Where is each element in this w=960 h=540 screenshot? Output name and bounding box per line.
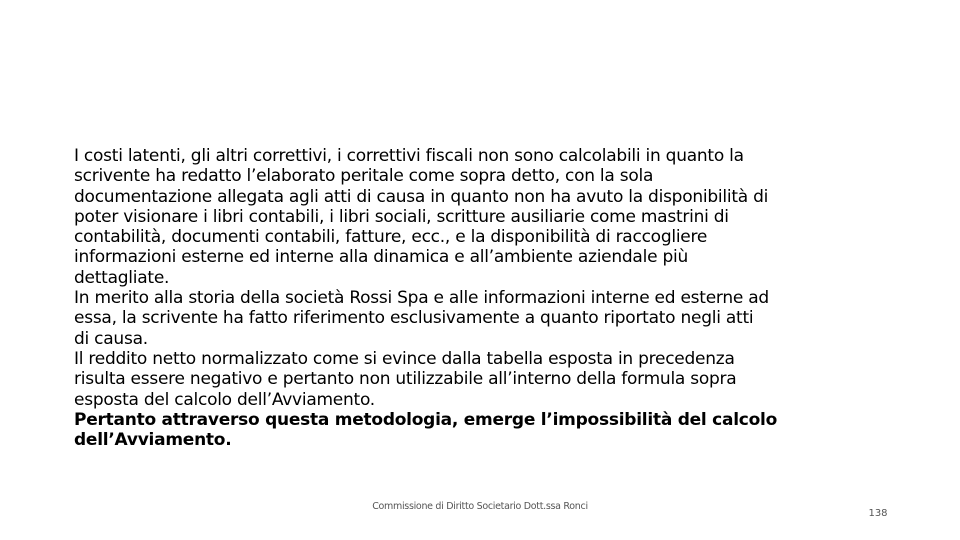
slide-body-text [74,146,894,450]
paragraph-costi-latenti: I costi latenti, gli altri correttivi, i correttivi fiscali non sono calcolabili in quanto la scrivente ha redatto l’elaborato peritale come sopra detto, con la sola documentazione allegata agli atti di causa in quanto non ha avuto la disponibilità di poter visionare i libri contabili, i libri sociali, scritture ausiliarie come mastrini di contabilità, documenti contabili, fatture, ecc., e la disponibilità di raccogliere informazioni esterne ed interne alla dinamica e all’ambiente aziendale più dettagliate. [74,146,769,288]
page-number: 138 [868,508,888,519]
paragraph-storia-societa: In merito alla storia della società Rossi Spa e alle informazioni interne ed esterne ad essa, la scrivente ha fatto riferimento esclusivamente a quanto riportato negli atti di causa. [74,288,769,349]
paragraph-reddito-netto: Il reddito netto normalizzato come si evince dalla tabella esposta in precedenza risulta essere negativo e pertanto non utilizzabile all’interno della formula sopra esposta del calcolo dell’Avviamento. [74,348,737,410]
paragraph-conclusione: Pertanto attraverso questa metodologia, emerge l’impossibilità del calcolo dell’Avviamento. [74,409,778,451]
slide-footer: Commissione di Diritto Societario Dott.ssa Ronci [372,501,588,512]
